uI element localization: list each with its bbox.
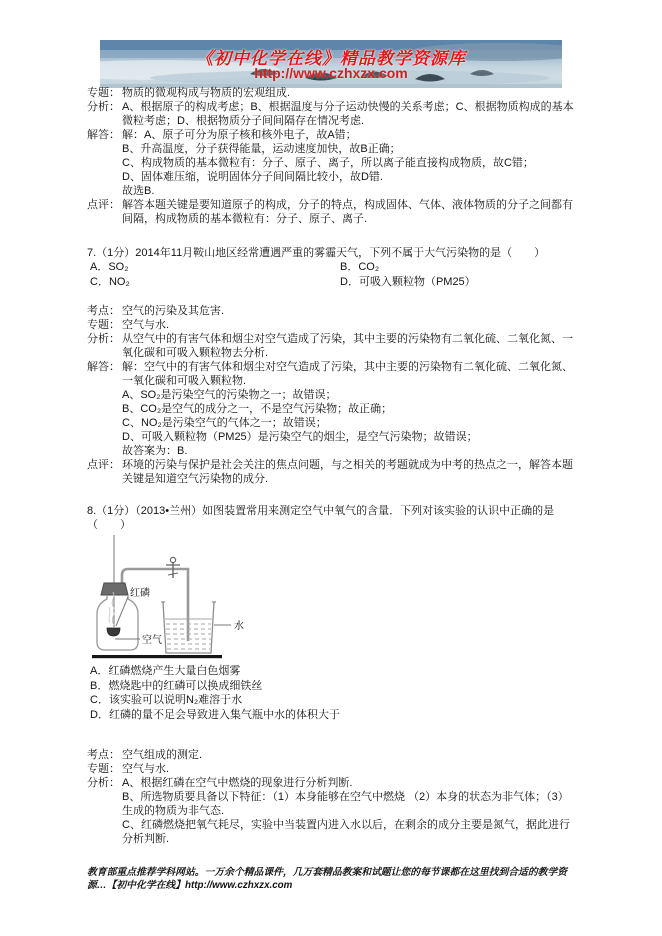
answer-options	[87, 664, 576, 722]
document-flow-bottom	[87, 664, 576, 846]
doc-row	[87, 198, 576, 226]
rubber-stopper	[101, 583, 128, 595]
doc-continuation-line: D、固体难压缩，说明固体分子间间隔比较小，故D错.	[122, 171, 383, 183]
site-banner[interactable]	[100, 40, 562, 88]
label-water: 水	[234, 621, 244, 632]
red-phosphorus-leader	[116, 597, 128, 626]
doc-continuation-line: C、NO₂是污染空气的气体之一；故错误；	[122, 417, 327, 429]
doc-row-label: 分析：	[87, 777, 120, 789]
option-item: C．NO₂	[90, 275, 130, 288]
delivery-tube	[122, 569, 188, 641]
doc-continuation-line: B、CO₂是空气的成分之一，不是空气污染物；故正确；	[122, 403, 393, 415]
doc-row	[87, 86, 576, 100]
doc-continuation-line: B、升高温度，分子获得能量，运动速度加快，故B正确；	[122, 143, 401, 155]
doc-row	[87, 762, 576, 776]
doc-row	[87, 776, 576, 790]
doc-row	[87, 458, 576, 486]
label-red-phosphorus: 红磷	[130, 588, 150, 599]
doc-row-label: 点评：	[87, 459, 120, 471]
option-item: D．红磷的量不足会导致进入集气瓶中水的体积大于	[90, 708, 340, 721]
doc-gap	[87, 226, 576, 246]
doc-row-text: 空气的污染及其危害.	[122, 305, 225, 317]
doc-row-text: 物质的微观构成与物质的宏观组成.	[122, 87, 291, 99]
doc-row-text: 解：A、原子可分为原子核和核外电子，故A错；	[122, 129, 357, 141]
experiment-diagram	[91, 535, 576, 661]
doc-row-label: 解答：	[87, 129, 120, 141]
option-item: A．红磷燃烧产生大量白色烟雾	[90, 665, 241, 677]
option-item: B．CO₂	[340, 261, 380, 273]
question-text: 8.（1分）（2013•兰州）如图装置常用来测定空气中氧气的含量．下列对该实验的认识中正确的是（ ）	[87, 505, 555, 531]
option-item: A．SO₂	[90, 261, 129, 273]
doc-row-label: 考点：	[87, 749, 120, 761]
doc-continuation-line: 故选B.	[122, 185, 155, 197]
doc-continuation-line: B、所选物质要具备以下特征：（1）本身能够在空气中燃烧 （2）本身的状态为非气体；（3）生成的物质为非气态.	[122, 791, 569, 817]
doc-row-label: 分析：	[87, 101, 120, 113]
doc-continuation-line: C、红磷燃烧把氧气耗尽，实验中当装置内进入水以后，在剩余的成分主要是氮气，据此进行分析判断.	[122, 819, 570, 845]
doc-row-text: 解答本题关键是要知道原子的构成，分子的特点，构成固体、气体、液体物质的分子之间都有间隔，构成物质的基本微粒有：分子、原子、离子.	[122, 199, 573, 225]
option-item: B．燃烧匙中的红磷可以换成细铁丝	[90, 679, 263, 692]
banner-url-link[interactable]: http://www.czhxzx.com	[254, 65, 408, 81]
bench-line	[92, 655, 222, 658]
doc-continuation-line: 故答案为：B.	[122, 445, 188, 457]
doc-continuation-line: A、SO₂是污染空气的污染物之一；故错误；	[122, 389, 337, 401]
doc-row-label: 专题：	[87, 319, 120, 331]
doc-row-label: 专题：	[87, 87, 120, 99]
page-footer: 教育部重点推荐学科网站。一万余个精品课件，几万套精品教案和试题让您的每节课都在这里找到合适的教学资源…【初中化学在线】http://www.czhxzx.com	[87, 867, 568, 891]
doc-row-text: 从空气中的有害气体和烟尘对空气造成了污染，其中主要的污染物有二氧化硫、二氧化氮、一氧化碳和可吸入颗粒物去分析.	[122, 333, 573, 359]
doc-row-label: 专题：	[87, 763, 120, 775]
doc-gap	[87, 486, 576, 504]
doc-row	[87, 332, 576, 360]
doc-row	[87, 360, 576, 388]
doc-row-text: A、根据原子的构成考虑；B、根据温度与分子运动快慢的关系考虑；C、根据物质构成的基本微粒考虑；D、根据物质分子间间隔存在情况考虑.	[122, 101, 574, 127]
doc-row-label: 解答：	[87, 361, 120, 373]
option-item: C．该实验可以说明N₂难溶于水	[90, 694, 243, 706]
doc-gap	[87, 289, 576, 304]
doc-continuation-line: C、构成物质的基本微粒有：分子、原子、离子，所以离子能直接构成物质，故C错；	[122, 157, 534, 169]
label-air: 空气	[142, 635, 162, 646]
doc-row-text: 空气与水.	[122, 319, 170, 331]
doc-row	[87, 128, 576, 142]
option-item: D．可吸入颗粒物（PM25）	[340, 275, 476, 288]
doc-row-text: 解：空气中的有害气体和烟尘对空气造成了污染，其中主要的污染物有二氧化硫、二氧化氮、一氧化碳和可吸入颗粒物.	[122, 361, 573, 387]
doc-row-label: 分析：	[87, 333, 120, 345]
doc-row	[87, 100, 576, 128]
doc-row-text: A、根据红磷在空气中燃烧的现象进行分析判断.	[122, 777, 353, 789]
doc-continuation-line: D、可吸入颗粒物（PM25）是污染空气的烟尘，是空气污染物；故错误；	[122, 431, 478, 443]
burning-spoon-cup	[107, 628, 120, 636]
doc-row-text: 空气与水.	[122, 763, 170, 775]
answer-options	[87, 260, 576, 289]
doc-gap	[87, 722, 576, 748]
doc-row	[87, 748, 576, 762]
doc-row	[87, 304, 576, 318]
banner-title: 《初中化学在线》精品教学资源库	[196, 49, 466, 68]
doc-row-text: 环境的污染与保护是社会关注的焦点问题，与之相关的考题就成为中考的热点之一，解答本题关键是知道空气污染物的成分.	[122, 459, 573, 485]
doc-row-label: 点评：	[87, 199, 120, 211]
document-body	[87, 86, 576, 846]
question-text: 7.（1分）2014年11月鞍山地区经常遭遇严重的雾霾天气，下列不属于大气污染物的是（ ）	[87, 247, 546, 259]
water-dashes	[165, 619, 212, 649]
doc-row-text: 空气组成的测定.	[122, 749, 203, 761]
doc-row	[87, 318, 576, 332]
doc-row-label: 考点：	[87, 305, 120, 317]
smoke-wisp-2	[109, 607, 110, 623]
document-flow-top	[87, 86, 576, 532]
